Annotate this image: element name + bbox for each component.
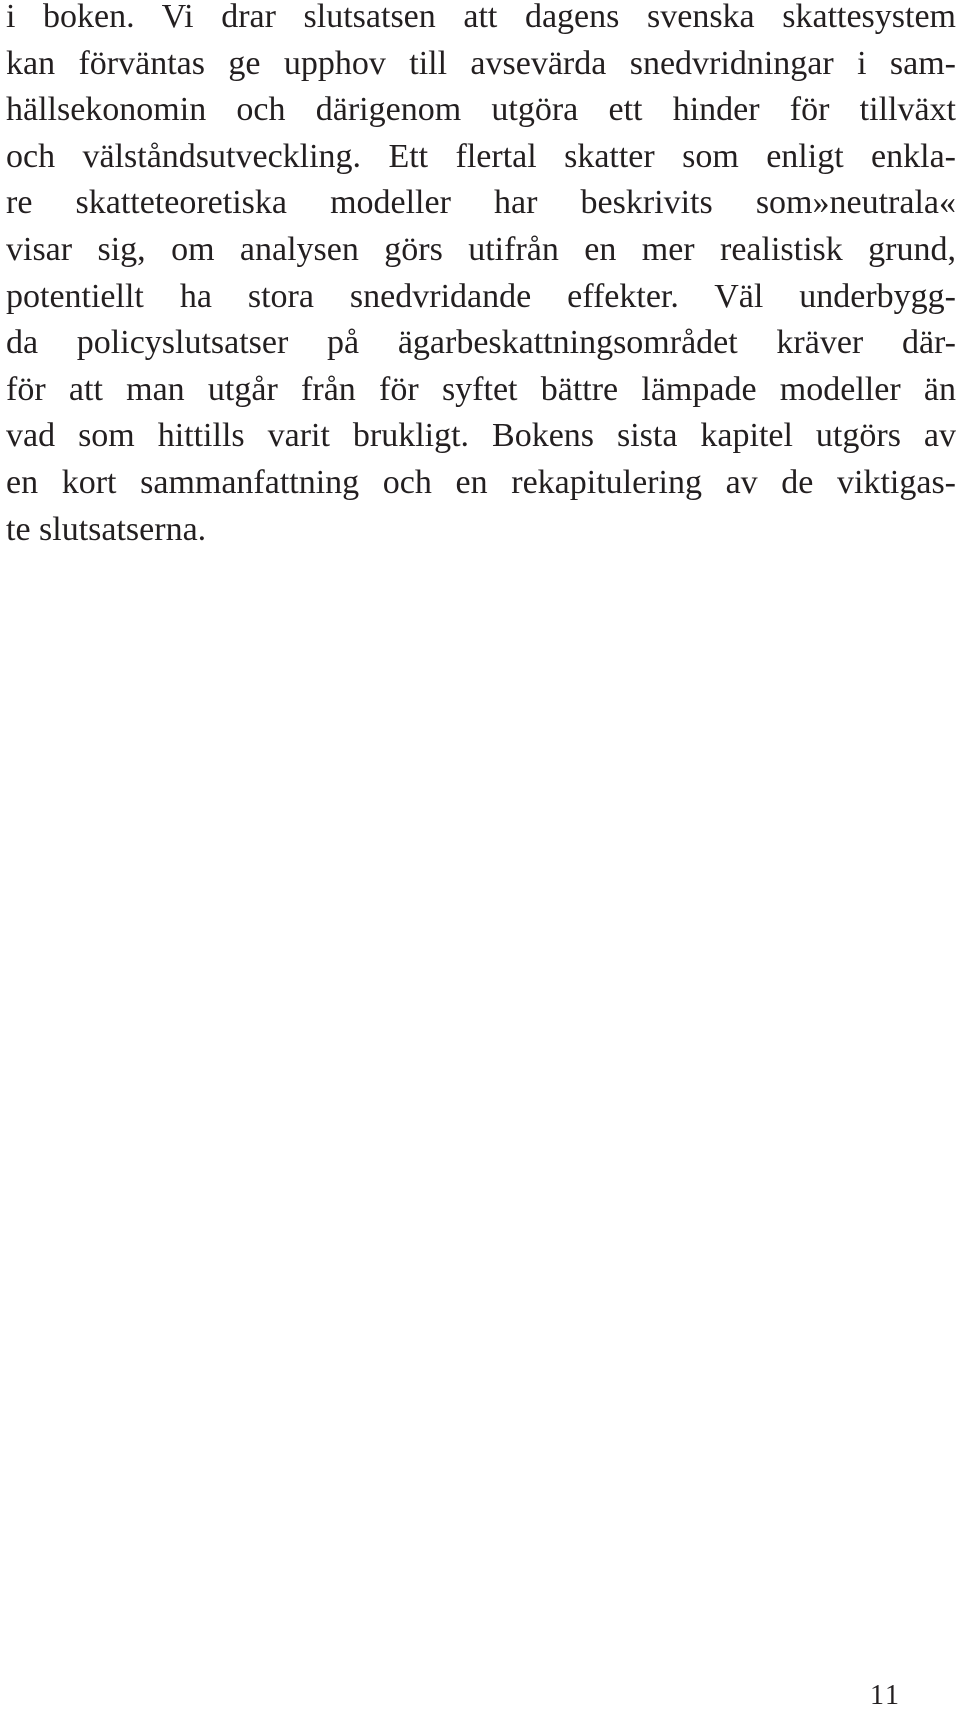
paragraph-line-6: visar sig, om analysen görs utifrån en mer realistisk grund, — [6, 230, 956, 268]
paragraph-line-1: i boken. Vi drar slutsatsen att dagens svenska skattesystem — [6, 0, 956, 35]
paragraph-line-5: re skatteteoretiska modeller har beskrivits som»neutrala« — [6, 184, 956, 222]
paragraph-line-12: te slutsatserna. — [6, 510, 207, 548]
paragraph-line-11: en kort sammanfattning och en rekapitulering av de viktigas- — [6, 463, 956, 501]
paragraph-line-8: da policyslutsatser på ägarbeskattningsområdet kräver där- — [6, 324, 956, 362]
paragraph-line-10: vad som hittills varit brukligt. Bokens sista kapitel utgörs av — [6, 417, 956, 455]
paragraph-line-3: hällsekonomin och därigenom utgöra ett hinder för tillväxt — [6, 91, 956, 129]
paragraph-line-9: för att man utgår från för syftet bättre lämpade modeller än — [6, 370, 956, 408]
paragraph-line-7: potentiellt ha stora snedvridande effekter. Väl underbygg- — [6, 277, 956, 315]
paragraph-line-4: och välståndsutveckling. Ett flertal skatter som enligt enkla- — [6, 137, 956, 175]
body-paragraph — [6, 0, 956, 553]
paragraph-line-2: kan förväntas ge upphov till avsevärda snedvridningar i sam- — [6, 44, 956, 82]
page-number: 11 — [870, 1680, 901, 1711]
